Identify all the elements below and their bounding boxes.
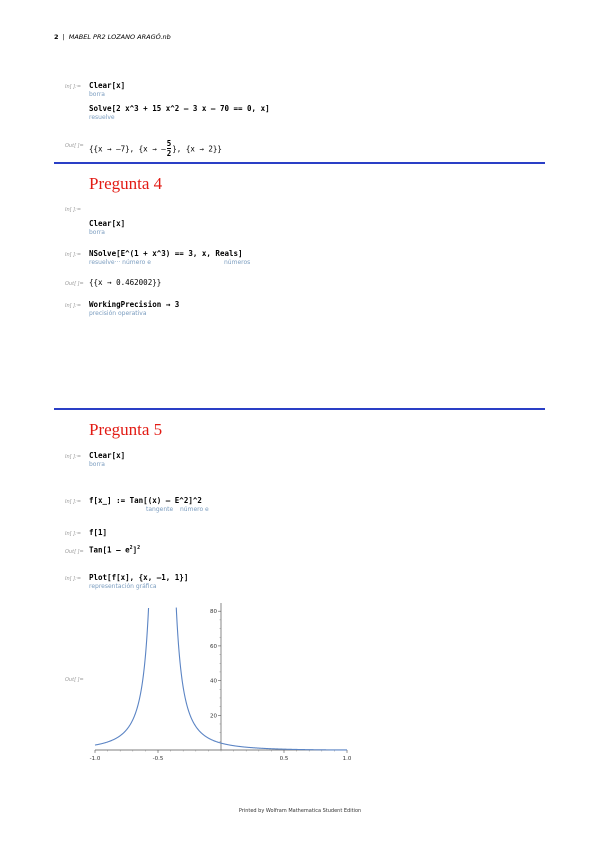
notebook-filename: MABEL PR2 LOZANO ARAGÓ.nb — [68, 33, 171, 41]
hint-resuelve: resuelve — [89, 114, 115, 121]
output-f1-close: ] — [132, 545, 138, 555]
input-label: In[ ]:= — [65, 454, 82, 460]
y-tick-label: 40 — [210, 678, 217, 685]
input-cell-nsolve[interactable]: NSolve[E^(1 + x^3) == 3, x, Reals] — [89, 249, 243, 258]
input-label: In[ ]:= — [65, 499, 82, 505]
output-nsolve: {{x → 0.462002}} — [89, 278, 162, 287]
input-cell-clear[interactable]: Clear[x] — [89, 451, 126, 460]
output-solve — [89, 140, 222, 159]
x-tick-label: -0.5 — [152, 756, 164, 762]
input-label: In[ ]:= — [65, 84, 82, 90]
output-label: Out[ ]= — [65, 143, 84, 149]
input-label: In[ ]:= — [65, 576, 82, 582]
page-header — [54, 33, 171, 41]
hint-tangente: tangente — [146, 506, 174, 513]
input-label: In[ ]:= — [65, 252, 82, 258]
section-rule — [54, 162, 545, 164]
input-label: In[ ]:= — [65, 303, 82, 309]
y-tick-label: 20 — [210, 713, 217, 720]
input-label: In[ ]:= — [65, 207, 82, 213]
fraction — [167, 139, 172, 158]
page-number: 2 — [54, 33, 59, 41]
input-cell-solve[interactable]: Solve[2 x^3 + 15 x^2 – 3 x – 70 == 0, x] — [89, 104, 270, 113]
input-cell-clear[interactable]: Clear[x] — [89, 81, 126, 90]
y-tick-label: 60 — [210, 643, 217, 650]
output-label: Out[ ]= — [65, 281, 84, 287]
section-title-pregunta-5: Pregunta 5 — [89, 420, 163, 439]
hint-precision-operativa: precisión operativa — [89, 310, 147, 317]
input-cell-workingprecision[interactable]: WorkingPrecision → 3 — [89, 300, 180, 309]
input-cell-plot[interactable]: Plot[f[x], {x, –1, 1}] — [89, 573, 189, 582]
x-tick-label: 0.5 — [279, 756, 289, 762]
plot-curve — [95, 608, 149, 745]
hint-borra: borra — [89, 229, 105, 236]
output-f1-exponent: 2 — [137, 545, 141, 551]
hint-borra: borra — [89, 461, 105, 468]
hint-numeros: números — [224, 259, 251, 266]
output-f1-base: Tan[1 – e — [89, 545, 130, 555]
hint-borra: borra — [89, 91, 105, 98]
output-part1: {{x → –7}, {x → – — [89, 144, 166, 154]
header-separator: | — [62, 33, 65, 41]
fraction-num: 5 — [166, 139, 172, 148]
hint-resuelve-numero-e: resuelve··· número e — [89, 259, 151, 266]
output-f1-inner-exponent: 2 — [129, 545, 133, 551]
output-label: Out[ ]= — [65, 677, 84, 683]
input-cell-f1[interactable]: f[1] — [89, 528, 108, 537]
input-cell-define-f[interactable]: f[x_] := Tan[(x) – E^2]^2 — [89, 496, 202, 505]
footer-note: Printed by Wolfram Mathematica Student Edition — [238, 808, 362, 814]
input-label: In[ ]:= — [65, 531, 82, 537]
x-tick-label: 1.0 — [342, 756, 352, 762]
section-title-pregunta-4: Pregunta 4 — [89, 174, 163, 193]
section-rule — [54, 408, 545, 410]
plot-curve — [176, 608, 347, 750]
x-tick-label: -1.0 — [89, 756, 101, 762]
y-tick-label: 80 — [210, 609, 217, 616]
output-part2: }, {x → 2}} — [172, 144, 222, 154]
fraction-den: 2 — [166, 149, 172, 158]
hint-representacion-grafica: representación gráfica — [89, 583, 157, 590]
output-f1 — [89, 545, 140, 555]
hint-numero-e: número e — [180, 506, 209, 513]
output-label: Out[ ]= — [65, 549, 84, 555]
input-cell-clear[interactable]: Clear[x] — [89, 219, 126, 228]
